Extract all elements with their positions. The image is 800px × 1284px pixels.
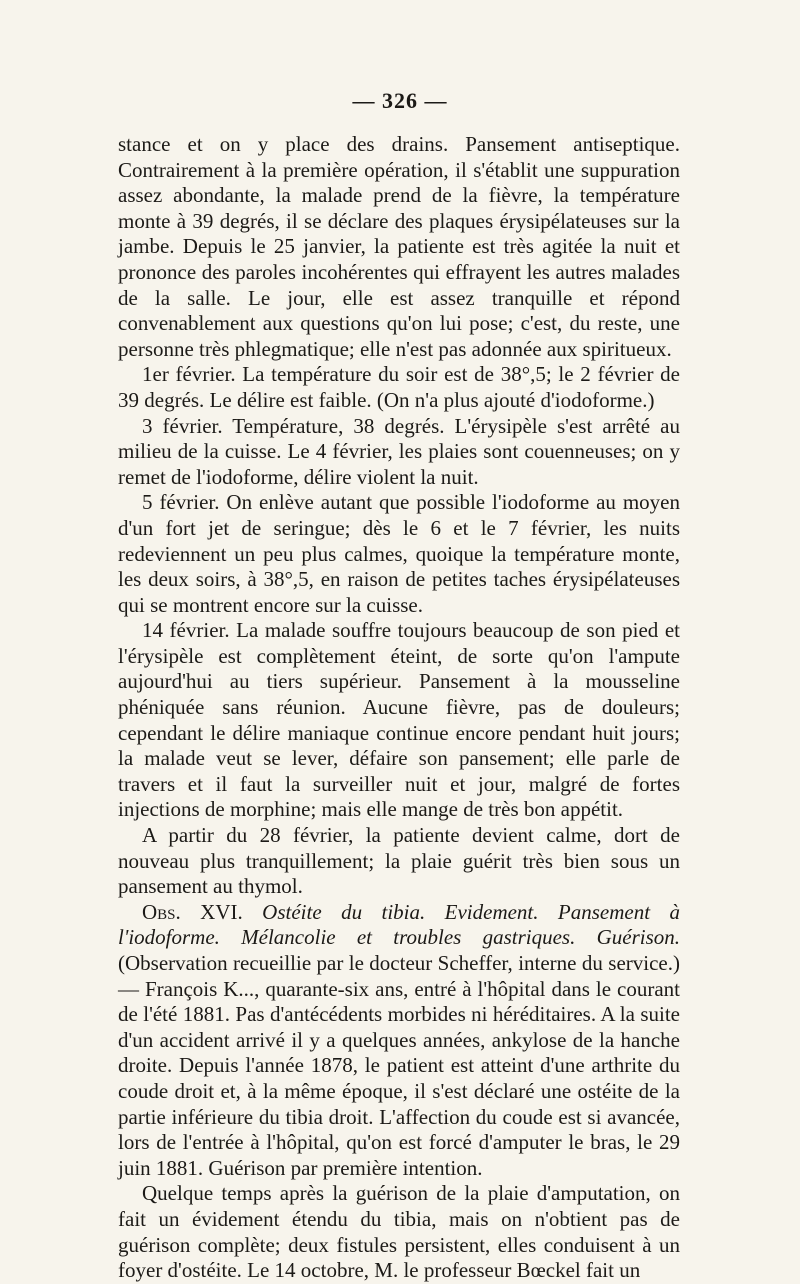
observation-heading — [118, 900, 680, 1182]
paragraph-5: 14 février. La malade souffre toujours beaucoup de son pied et l'érysipèle est complètement éteint, de sorte qu'on l'ampute aujourd'hui au tiers supérieur. Pansement à la mousseline phéniquée sans réunion. Aucune fièvre, pas de douleurs; cependant le délire maniaque continue encore pendant huit jours; la malade veut se lever, défaire son pansement; elle parle de travers et il faut la surveiller nuit et jour, malgré de fortes injections de morphine; mais elle mange de très bon appétit. — [118, 618, 680, 822]
paragraph-6: A partir du 28 février, la patiente devient calme, dort de nouveau plus tranquillement; la plaie guérit très bien sous un pansement au thymol. — [118, 823, 680, 899]
observation-text: (Observation recueillie par le docteur Scheffer, interne du service.) — François K..., quarante-six ans, entré à l'hôpital dans le courant de l'été 1881. Pas d'antécédents morbides ni héréditaires. A la suite d'un accident arrivé il y a quelques années, ankylose de la hanche droite. Depuis l'année 1878, le patient est atteint d'une arthrite du coude droit et, à la même époque, il s'est déclaré une ostéite de la partie inférieure du tibia droit. L'affection du coude est si avancée, lors de l'entrée à l'hôpital, qu'on est forcé d'amputer le bras, le 29 juin 1881. Guérison par première intention. — [118, 951, 680, 1180]
paragraph-1: stance et on y place des drains. Pansement antiseptique. Contrairement à la première opération, il s'établit une suppuration assez abondante, la malade prend de la fièvre, la température monte à 39 degrés, il se déclare des plaques érysipélateuses sur la jambe. Depuis le 25 janvier, la patiente est très agitée la nuit et prononce des paroles incohérentes qui effrayent les autres malades de la salle. Le jour, elle est assez tranquille et répond convenablement aux questions qu'on lui pose; c'est, du reste, une personne très phlegmatique; elle n'est pas adonnée aux spiritueux. — [118, 132, 680, 361]
paragraph-2: 1er février. La température du soir est de 38°,5; le 2 février de 39 degrés. Le délire est faible. (On n'a plus ajouté d'iodoforme.) — [118, 362, 680, 412]
observation-label: Obs. XVI. — [142, 899, 263, 924]
page-number: — 326 — — [352, 88, 448, 113]
page-body — [118, 132, 680, 1284]
paragraph-4: 5 février. On enlève autant que possible l'iodoforme au moyen d'un fort jet de seringue; dès le 6 et le 7 février, les nuits redeviennent un peu plus calmes, quoique la température monte, les deux soirs, à 38°,5, en raison de petites taches érysipélateuses qui se montrent encore sur la cuisse. — [118, 490, 680, 617]
paragraph-3: 3 février. Température, 38 degrés. L'érysipèle s'est arrêté au milieu de la cuisse. Le 4 février, les plaies sont couenneuses; on y remet de l'iodoforme, délire violent la nuit. — [118, 413, 680, 489]
observation-title: Ostéite du tibia. Evidement. Pansement à l'iodoforme. Mélancolie et troubles gastriques. Guérison. — [118, 899, 680, 950]
paragraph-7: Quelque temps après la guérison de la plaie d'amputation, on fait un évidement étendu du tibia, mais on n'obtient pas de guérison complète; deux fistules persistent, elles conduisent à un foyer d'ostéite. Le 14 octobre, M. le professeur Bœckel fait un — [118, 1181, 680, 1283]
